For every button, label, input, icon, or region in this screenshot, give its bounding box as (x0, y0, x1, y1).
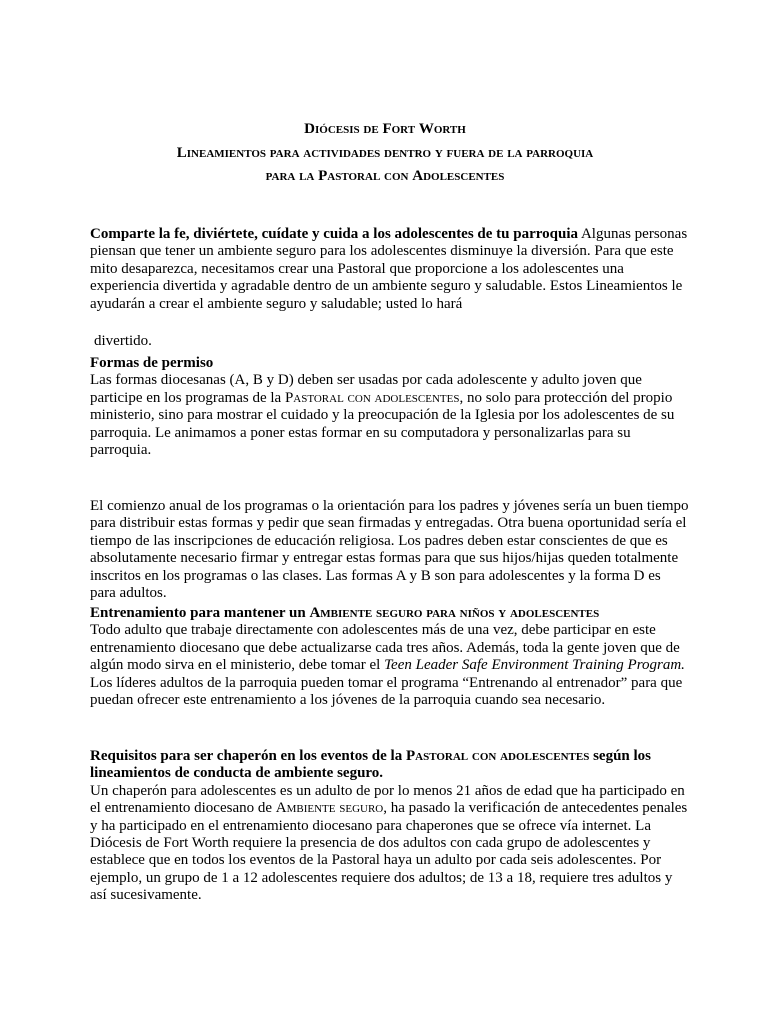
chaperone-paragraph: Un chaperón para adolescentes es un adulto de por lo menos 21 años de edad que ha participado en el entrenamiento diocesano de Ambiente seguro, ha pasado la verificación de antecedentes penales y ha participado en el entrenamiento diocesano para chaperones que se ofrece vía internet. La Diócesis de Fort Worth requiere la presencia de dos adultos con cada grupo de adolescentes y establece que en todos los eventos de la Pastoral haya un adulto por cada seis adolescentes. Por ejemplo, un grupo de 1 a 12 adolescentes requiere dos adultos; de 13 a 18, requiere tres adultos y así sucesivamente. (90, 782, 688, 904)
training-paragraph: Todo adulto que trabaje directamente con adolescentes más de una vez, debe participar en este entrenamiento diocesano que debe actualizarse cada tres años. Además, toda la gente joven que de algún modo sirva en el ministerio, debe tomar el Teen Leader Safe Environment Training Program. Los líderes adultos de la parroquia pueden tomar el programa “Entrenando al entrenador” para que puedan ofrecer este entrenamiento a los jóvenes de la parroquia cuando sea necesario. (90, 622, 685, 709)
intro-paragraph (90, 226, 690, 313)
chaperone-section (90, 748, 690, 905)
chaperone-heading: Requisitos para ser chaperón en los eventos de la Pastoral con adolescentes según los lineamientos de conducta de ambiente seguro. (90, 748, 652, 782)
intro-heading: Comparte la fe, diviértete, cuídate y cuida a los adolescentes de tu parroquia (90, 226, 579, 242)
training-section (90, 605, 690, 709)
training-heading: Entrenamiento para mantener un Ambiente seguro para niños y adolescentes (90, 605, 600, 621)
guidelines-title: Lineamientos para actividades dentro y fuera de la parroquia (176, 144, 594, 161)
intro-tail: divertido. (94, 333, 152, 349)
permission-heading: Formas de permiso (90, 355, 214, 371)
diocese-title: Diócesis de Fort Worth (304, 121, 466, 137)
guidelines-subtitle: para la Pastoral con Adolescentes (265, 168, 505, 184)
permission-section (90, 355, 690, 459)
permission-paragraph: Las formas diocesanas (A, B y D) deben ser usadas por cada adolescente y adulto joven que participe en los programas de la Pastoral con adolescentes, no solo para protección del propio ministerio, sino para mostrar el cuidado y la preocupación de la Iglesia por los adolescentes de su parroquia. Le animamos a poner estas formar en su computadora y personalizarlas para su parroquia. (90, 372, 675, 459)
document-header (0, 118, 770, 189)
intro-text: Algunas personas piensan que tener un ambiente seguro para los adolescentes disminuye la diversión. Para que este mito desaparezca, necesitamos crear una Pastoral que proporcione a los adolescentes una experiencia divertida y agradable dentro de un ambiente seguro y saludable. Estos Lineamientos le ayudarán a crear el ambiente seguro y saludable; usted lo hará (90, 226, 688, 312)
permission-paragraph-2: El comienzo anual de los programas o la orientación para los padres y jóvenes sería un buen tiempo para distribuir estas formas y pedir que sean firmadas y entregadas. Otra buena oportunidad sería el tiempo de las inscripciones de educación religiosa. Los padres deben estar conscientes de que es absolutamente necesario firmar y entregar estas formas para que sus hijos/hijas queden totalmente inscritos en los programas o las clases. Las formas A y B son para adolescentes y la forma D es para adultos. (90, 498, 689, 602)
